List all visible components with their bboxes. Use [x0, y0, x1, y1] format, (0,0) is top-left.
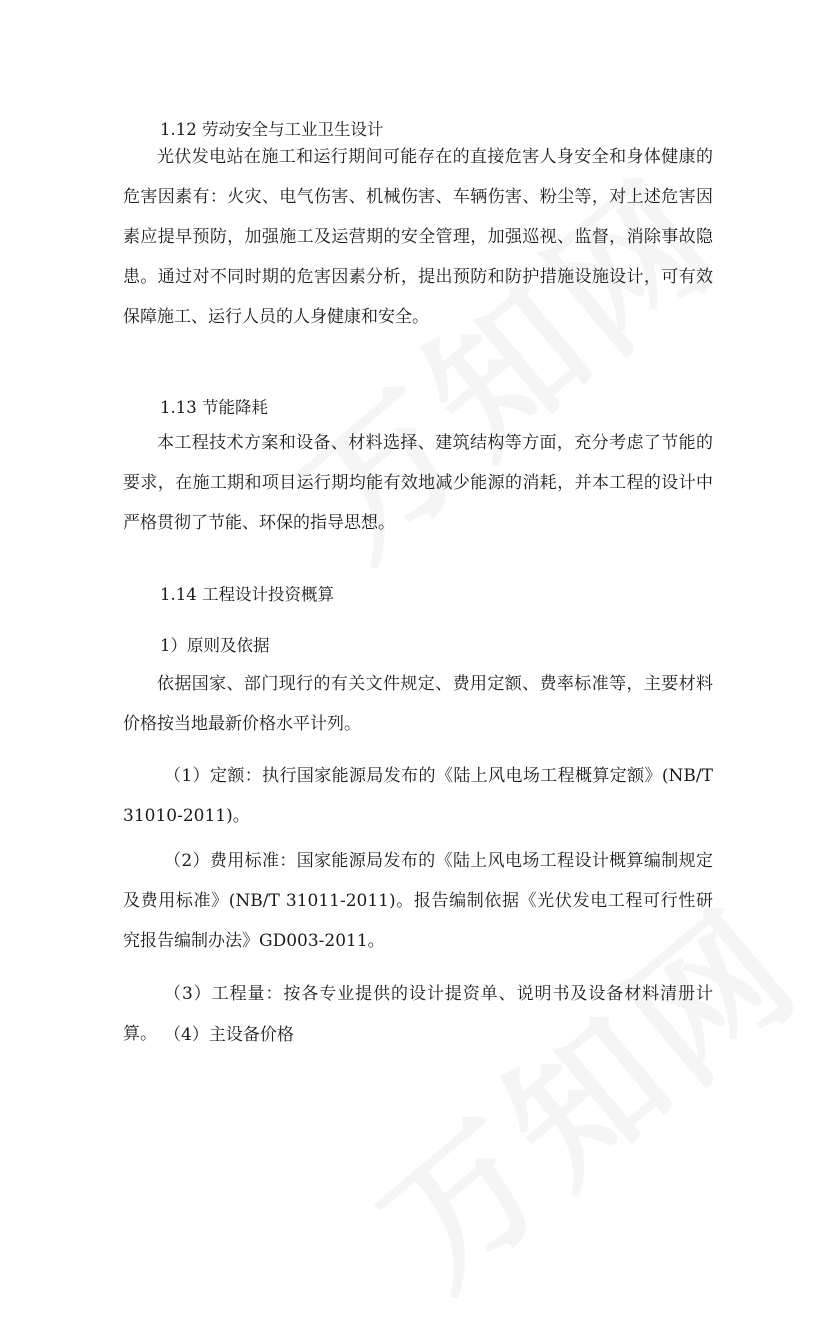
list-item-equipment-price: （4）主设备价格	[164, 1025, 294, 1045]
list-item-quantity: （3）工程量：按各专业提供的设计提资单、说明书及设备材料清册计算。	[123, 984, 713, 1044]
list-item-quota: （1）定额：执行国家能源局发布的《陆上风电场工程概算定额》(NB/T 31010-2011)。	[123, 766, 713, 826]
section-1-14-heading: 1.14 工程设计投资概算	[160, 585, 334, 604]
section-1-13-heading: 1.13 节能降耗	[160, 398, 268, 417]
section-1-12-heading: 1.12 劳动安全与工业卫生设计	[160, 120, 384, 139]
section-1-14-paragraph: 依据国家、部门现行的有关文件规定、费用定额、费率标准等，主要材料价格按当地最新价格水平计列。	[123, 674, 713, 734]
section-1-14-subheading: 1）原则及依据	[160, 636, 270, 655]
list-item-fee-standard: （2）费用标准：国家能源局发布的《陆上风电场工程设计概算编制规定及费用标准》(NB/T 31011-2011)。报告编制依据《光伏发电工程可行性研究报告编制办法》GD003-2011。	[123, 851, 713, 951]
section-1-12-paragraph: 光伏发电站在施工和运行期间可能存在的直接危害人身安全和身体健康的危害因素有：火灾、电气伤害、机械伤害、车辆伤害、粉尘等，对上述危害因素应提早预防，加强施工及运营期的安全管理，加强巡视、监督，消除事故隐患。通过对不同时期的危害因素分析，提出预防和防护措施设施设计，可有效保障施工、运行人员的人身健康和安全。	[123, 147, 713, 327]
section-1-13-paragraph: 本工程技术方案和设备、材料选择、建筑结构等方面，充分考虑了节能的要求，在施工期和项目运行期均能有效地减少能源的消耗，并本工程的设计中严格贯彻了节能、环保的指导思想。	[123, 433, 713, 533]
